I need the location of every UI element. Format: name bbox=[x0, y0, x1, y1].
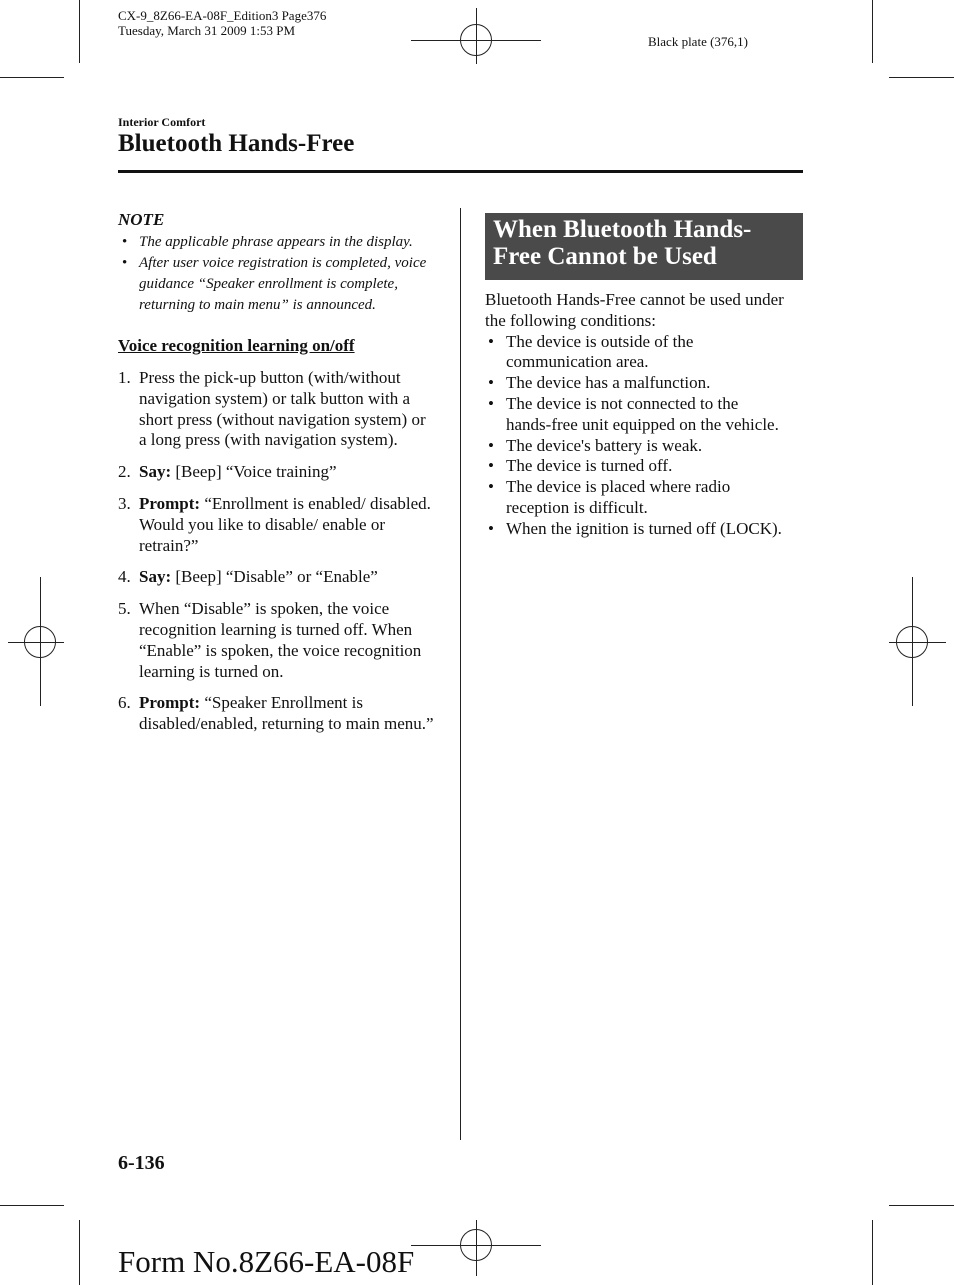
step-number: 3. bbox=[118, 493, 131, 513]
note-list bbox=[118, 232, 436, 316]
step-item bbox=[118, 462, 436, 483]
note-title: NOTE bbox=[118, 210, 165, 229]
registration-circle bbox=[460, 1229, 492, 1261]
condition-item: • The device is outside of the communication area. bbox=[485, 332, 785, 374]
right-column bbox=[485, 290, 785, 540]
step-label: Prompt: bbox=[139, 693, 201, 713]
step-text: Press the pick-up button (with/without navigation system) or talk button with a short press (without navigation system) or a long press (with navigation system). bbox=[139, 368, 426, 450]
step-label: Say: bbox=[139, 462, 172, 482]
crop-mark bbox=[79, 0, 80, 63]
crop-mark bbox=[0, 1205, 64, 1206]
slug-filename: CX-9_8Z66-EA-08F_Edition3 Page376 bbox=[118, 8, 327, 23]
voice-learning-heading: Voice recognition learning on/off bbox=[118, 336, 355, 355]
condition-item: • When the ignition is turned off (LOCK). bbox=[485, 519, 785, 540]
condition-item: • The device has a malfunction. bbox=[485, 373, 785, 394]
left-column bbox=[118, 210, 436, 746]
crop-mark bbox=[889, 1205, 954, 1206]
slug-timestamp: Tuesday, March 31 2009 1:53 PM bbox=[118, 23, 296, 38]
registration-circle bbox=[24, 626, 56, 658]
crop-mark bbox=[872, 0, 873, 63]
step-text: When “Disable” is spoken, the voice recognition learning is turned off. When “Enable” is spoken, the voice recognition learning is turned on. bbox=[139, 599, 422, 681]
step-text: [Beep] “Disable” or “Enable” bbox=[171, 567, 378, 587]
condition-item: • The device is not connected to the hands-free unit equipped on the vehicle. bbox=[485, 394, 785, 436]
crop-mark bbox=[79, 1220, 80, 1285]
step-text: “Enrollment is enabled/ disabled. Would you like to disable/ enable or retrain?” bbox=[139, 493, 431, 555]
crop-mark bbox=[872, 1220, 873, 1285]
note-item: • After user voice registration is completed, voice guidance “Speaker enrollment is complete, returning to main menu” is announced. bbox=[118, 253, 436, 316]
crop-mark bbox=[0, 77, 64, 78]
title-rule bbox=[118, 170, 803, 173]
crop-mark bbox=[889, 77, 954, 78]
step-item bbox=[118, 599, 436, 682]
registration-circle bbox=[896, 626, 928, 658]
note-item: • The applicable phrase appears in the display. bbox=[118, 232, 436, 253]
step-item bbox=[118, 368, 436, 451]
step-number: 1. bbox=[118, 368, 131, 387]
registration-circle bbox=[460, 24, 492, 56]
cannot-use-heading: When Bluetooth Hands-Free Cannot be Used bbox=[485, 213, 803, 280]
page-title: Bluetooth Hands-Free bbox=[118, 130, 355, 157]
condition-item: • The device is turned off. bbox=[485, 456, 785, 477]
cannot-use-intro: Bluetooth Hands-Free cannot be used under the following conditions: bbox=[485, 290, 784, 330]
step-text: [Beep] “Voice training” bbox=[171, 462, 337, 482]
step-number: 6. bbox=[118, 693, 131, 713]
step-item bbox=[118, 693, 436, 735]
condition-item: • The device is placed where radio reception is difficult. bbox=[485, 477, 785, 519]
form-number: Form No.8Z66-EA-08F bbox=[118, 1244, 415, 1279]
condition-item: • The device's battery is weak. bbox=[485, 436, 785, 457]
print-slug bbox=[118, 8, 326, 38]
step-label: Prompt: bbox=[139, 493, 201, 513]
page-number: 6-136 bbox=[118, 1152, 165, 1174]
plate-label: Black plate (376,1) bbox=[648, 34, 748, 49]
step-item bbox=[118, 567, 436, 588]
step-number: 2. bbox=[118, 462, 131, 482]
section-label: Interior Comfort bbox=[118, 115, 206, 129]
step-number: 5. bbox=[118, 599, 131, 619]
step-item bbox=[118, 494, 436, 556]
step-label: Say: bbox=[139, 567, 172, 587]
condition-list bbox=[485, 332, 785, 540]
step-text: “Speaker Enrollment is disabled/enabled, returning to main menu.” bbox=[139, 693, 434, 734]
voice-learning-steps bbox=[118, 368, 436, 735]
column-divider bbox=[460, 208, 461, 1140]
step-number: 4. bbox=[118, 567, 131, 587]
